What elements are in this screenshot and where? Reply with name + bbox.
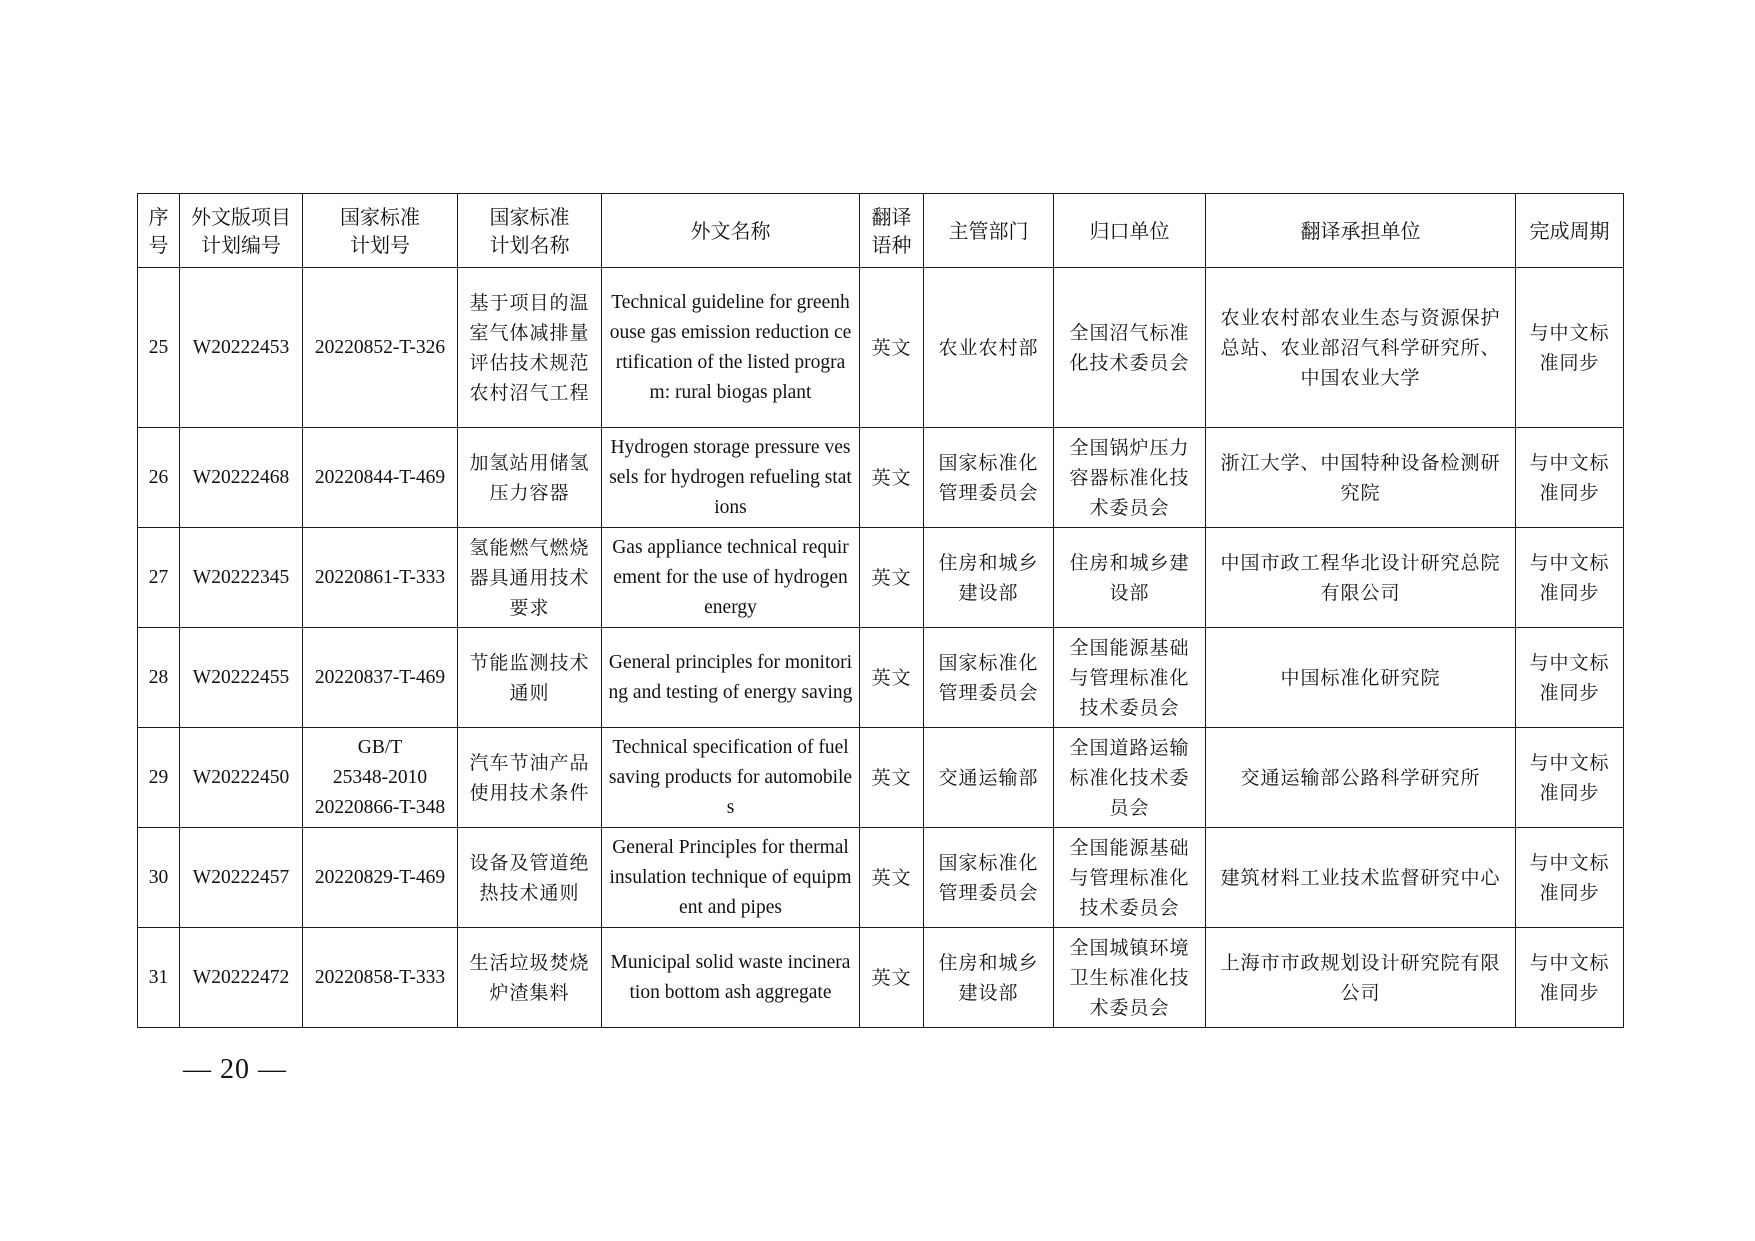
cell-translator: 中国标准化研究院	[1206, 628, 1516, 728]
cell-period: 与中文标准同步	[1516, 928, 1624, 1028]
header-national-plan-no: 国家标准 计划号	[303, 194, 458, 268]
cell-foreign-plan-no: W20222457	[180, 828, 303, 928]
cell-period: 与中文标准同步	[1516, 828, 1624, 928]
cell-responsible-unit: 全国沼气标准化技术委员会	[1054, 268, 1206, 428]
cell-department: 国家标准化管理委员会	[924, 428, 1054, 528]
cell-national-plan-no: 20220837-T-469	[303, 628, 458, 728]
cell-seq: 27	[138, 528, 180, 628]
header-translator: 翻译承担单位	[1206, 194, 1516, 268]
table-row	[138, 428, 1624, 528]
cell-responsible-unit: 全国能源基础与管理标准化技术委员会	[1054, 828, 1206, 928]
cell-department: 国家标准化管理委员会	[924, 828, 1054, 928]
cell-foreign-name: General Principles for thermal insulation technique of equipment and pipes	[602, 828, 860, 928]
cell-language: 英文	[860, 628, 924, 728]
cell-language: 英文	[860, 268, 924, 428]
header-foreign-name: 外文名称	[602, 194, 860, 268]
header-period: 完成周期	[1516, 194, 1624, 268]
cell-national-plan-name: 加氢站用储氢压力容器	[458, 428, 602, 528]
cell-national-plan-name: 汽车节油产品使用技术条件	[458, 728, 602, 828]
cell-language: 英文	[860, 528, 924, 628]
cell-language: 英文	[860, 728, 924, 828]
cell-foreign-plan-no: W20222455	[180, 628, 303, 728]
cell-foreign-name: General principles for monitoring and testing of energy saving	[602, 628, 860, 728]
cell-translator: 中国市政工程华北设计研究总院有限公司	[1206, 528, 1516, 628]
cell-translator: 交通运输部公路科学研究所	[1206, 728, 1516, 828]
cell-translator: 农业农村部农业生态与资源保护总站、农业部沼气科学研究所、中国农业大学	[1206, 268, 1516, 428]
cell-language: 英文	[860, 828, 924, 928]
cell-foreign-plan-no: W20222450	[180, 728, 303, 828]
cell-language: 英文	[860, 428, 924, 528]
cell-national-plan-no: 20220829-T-469	[303, 828, 458, 928]
cell-foreign-name: Municipal solid waste incineration bottom ash aggregate	[602, 928, 860, 1028]
cell-national-plan-name: 节能监测技术通则	[458, 628, 602, 728]
cell-seq: 25	[138, 268, 180, 428]
cell-national-plan-name: 设备及管道绝热技术通则	[458, 828, 602, 928]
cell-responsible-unit: 全国道路运输标准化技术委员会	[1054, 728, 1206, 828]
cell-department: 交通运输部	[924, 728, 1054, 828]
header-foreign-plan-no: 外文版项目 计划编号	[180, 194, 303, 268]
table-row	[138, 528, 1624, 628]
cell-national-plan-no: 20220844-T-469	[303, 428, 458, 528]
cell-period: 与中文标准同步	[1516, 728, 1624, 828]
cell-foreign-name: Gas appliance technical requirement for the use of hydrogen energy	[602, 528, 860, 628]
cell-seq: 28	[138, 628, 180, 728]
header-language: 翻译 语种	[860, 194, 924, 268]
cell-foreign-name: Technical specification of fuel saving products for automobiles	[602, 728, 860, 828]
cell-department: 国家标准化管理委员会	[924, 628, 1054, 728]
cell-responsible-unit: 住房和城乡建设部	[1054, 528, 1206, 628]
cell-seq: 26	[138, 428, 180, 528]
cell-translator: 上海市市政规划设计研究院有限公司	[1206, 928, 1516, 1028]
table-row	[138, 828, 1624, 928]
header-national-plan-name: 国家标准 计划名称	[458, 194, 602, 268]
cell-responsible-unit: 全国锅炉压力容器标准化技术委员会	[1054, 428, 1206, 528]
page-number: — 20 —	[183, 1054, 287, 1085]
cell-foreign-plan-no: W20222453	[180, 268, 303, 428]
cell-seq: 30	[138, 828, 180, 928]
cell-department: 住房和城乡建设部	[924, 928, 1054, 1028]
cell-foreign-plan-no: W20222472	[180, 928, 303, 1028]
cell-national-plan-no: 20220858-T-333	[303, 928, 458, 1028]
cell-national-plan-name: 基于项目的温室气体减排量评估技术规范农村沼气工程	[458, 268, 602, 428]
table-row	[138, 268, 1624, 428]
cell-foreign-name: Technical guideline for greenhouse gas emission reduction certification of the listed program: rural biogas plant	[602, 268, 860, 428]
cell-foreign-plan-no: W20222468	[180, 428, 303, 528]
cell-period: 与中文标准同步	[1516, 628, 1624, 728]
cell-language: 英文	[860, 928, 924, 1028]
table-row	[138, 628, 1624, 728]
table-row	[138, 928, 1624, 1028]
cell-period: 与中文标准同步	[1516, 268, 1624, 428]
cell-responsible-unit: 全国能源基础与管理标准化技术委员会	[1054, 628, 1206, 728]
header-department: 主管部门	[924, 194, 1054, 268]
header-row	[138, 194, 1624, 268]
cell-seq: 31	[138, 928, 180, 1028]
cell-translator: 建筑材料工业技术监督研究中心	[1206, 828, 1516, 928]
cell-national-plan-name: 生活垃圾焚烧炉渣集料	[458, 928, 602, 1028]
cell-department: 农业农村部	[924, 268, 1054, 428]
header-responsible-unit: 归口单位	[1054, 194, 1206, 268]
cell-national-plan-no: GB/T 25348-2010 20220866-T-348	[303, 728, 458, 828]
cell-seq: 29	[138, 728, 180, 828]
cell-period: 与中文标准同步	[1516, 428, 1624, 528]
cell-national-plan-name: 氢能燃气燃烧器具通用技术要求	[458, 528, 602, 628]
standards-table-container	[137, 193, 1623, 1028]
cell-department: 住房和城乡建设部	[924, 528, 1054, 628]
header-seq: 序 号	[138, 194, 180, 268]
cell-national-plan-no: 20220852-T-326	[303, 268, 458, 428]
standards-table	[137, 193, 1624, 1028]
cell-period: 与中文标准同步	[1516, 528, 1624, 628]
cell-foreign-name: Hydrogen storage pressure vessels for hydrogen refueling stations	[602, 428, 860, 528]
cell-translator: 浙江大学、中国特种设备检测研究院	[1206, 428, 1516, 528]
cell-foreign-plan-no: W20222345	[180, 528, 303, 628]
cell-responsible-unit: 全国城镇环境卫生标准化技术委员会	[1054, 928, 1206, 1028]
cell-national-plan-no: 20220861-T-333	[303, 528, 458, 628]
table-row	[138, 728, 1624, 828]
